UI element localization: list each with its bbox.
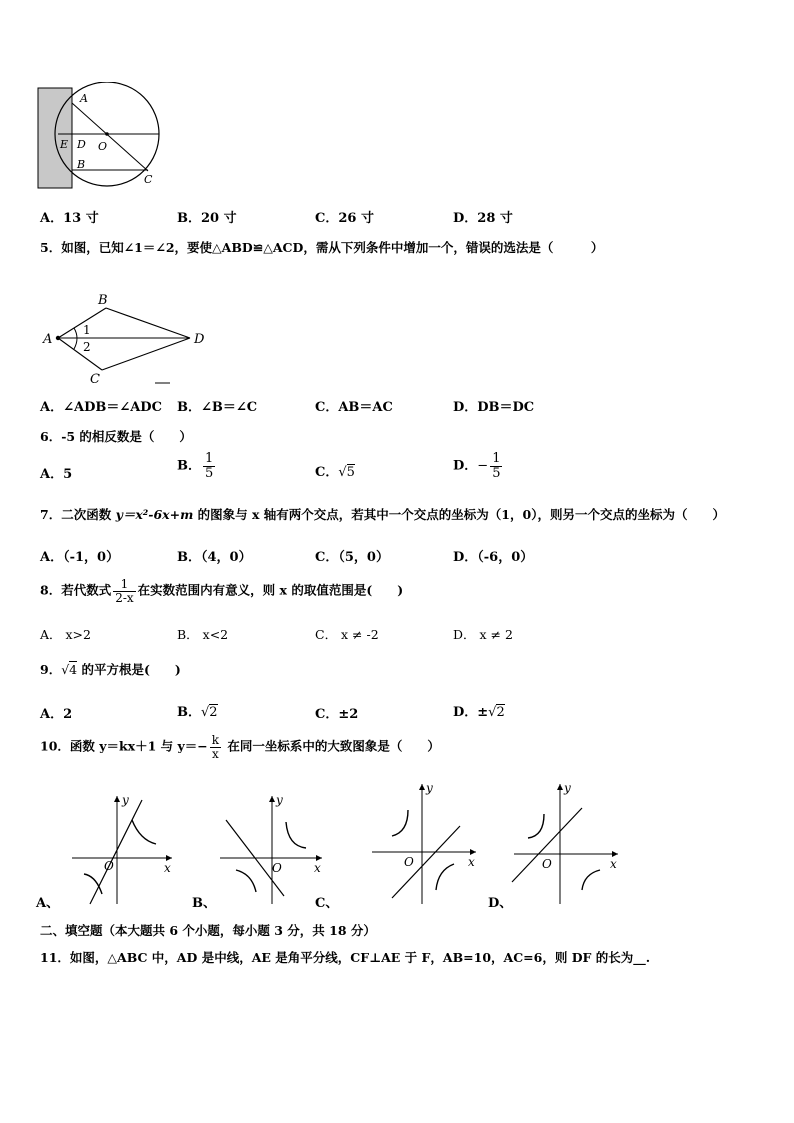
q6-option-c[interactable] bbox=[315, 461, 355, 480]
svg-text:x: x bbox=[610, 857, 617, 871]
svg-text:x: x bbox=[164, 861, 171, 875]
q6-option-d-label: D． bbox=[453, 458, 478, 474]
svg-text:y: y bbox=[276, 793, 283, 807]
sqrt-icon: √ bbox=[488, 705, 497, 720]
q5-option-b[interactable]: B．∠B＝∠C bbox=[177, 400, 258, 415]
q5-label-2: 2 bbox=[83, 340, 91, 354]
sqrt-icon: √ bbox=[61, 662, 70, 677]
q6-option-d[interactable]: D．− $\frac{1}{5}$ bbox=[453, 451, 501, 481]
q6-option-b-label: B． bbox=[177, 458, 201, 474]
q6-option-b[interactable] bbox=[177, 452, 217, 480]
q7-stem: 7．二次函数 y＝x²-6x+m 的图象与 x 轴有两个交点，若其中一个交点的坐标为（1，0），则另一个交点的坐标为（ ） bbox=[40, 507, 725, 522]
q4-option-b[interactable]: B．20 寸 bbox=[177, 211, 237, 226]
q5-figure bbox=[40, 288, 220, 386]
label-d: D bbox=[77, 138, 86, 151]
svg-text:y: y bbox=[426, 781, 433, 795]
q6-option-d-fraction: $\frac{1}{5}$ bbox=[492, 451, 501, 481]
q5-option-c[interactable]: C．AB＝AC bbox=[315, 400, 393, 415]
q7-option-c[interactable]: C．（5，0） bbox=[315, 550, 389, 565]
q10-graph-a[interactable] bbox=[68, 790, 178, 908]
q10-label-a[interactable]: A、 bbox=[36, 896, 60, 911]
q8-stem: 8．若代数式 $\frac{1}{2-x}$ 在实数范围内有意义，则 x 的取值范围是( ) bbox=[40, 577, 404, 605]
q5-label-c: C bbox=[90, 372, 100, 386]
q5-label-a: A bbox=[43, 332, 53, 347]
q10-stem: 10．函数 y＝kx＋1 与 y＝− $\frac{k}{x}$ 在同一坐标系中的大致图象是（ ） bbox=[40, 733, 440, 761]
q9-option-c[interactable]: C．±2 bbox=[315, 707, 359, 722]
q6-option-c-label: C． bbox=[315, 465, 339, 480]
q8-option-b[interactable]: B． x<2 bbox=[177, 627, 229, 642]
q7-function: y＝x²-6x+m bbox=[115, 507, 194, 522]
q6-stem: 6．-5 的相反数是（ ） bbox=[40, 429, 192, 444]
q6-option-a[interactable]: A．5 bbox=[40, 467, 73, 482]
q7-option-b[interactable]: B．（4，0） bbox=[177, 550, 252, 565]
svg-text:O: O bbox=[542, 857, 552, 871]
svg-text:O: O bbox=[272, 861, 282, 875]
sqrt-icon: √ bbox=[338, 465, 347, 480]
label-e: E bbox=[60, 138, 69, 151]
q8-fraction: $\frac{1}{2-x}$ bbox=[115, 577, 134, 605]
svg-text:y: y bbox=[122, 793, 129, 807]
q10-label-c[interactable]: C、 bbox=[315, 896, 339, 911]
q10-fraction: $\frac{k}{x}$ bbox=[211, 733, 220, 761]
q5-label-d: D bbox=[194, 332, 205, 347]
q9-radicand: 4 bbox=[69, 662, 78, 677]
svg-text:x: x bbox=[468, 855, 475, 869]
q4-figure bbox=[36, 82, 166, 192]
q4-option-c[interactable]: C．26 寸 bbox=[315, 211, 374, 226]
q9-option-d[interactable]: D．±√2 bbox=[453, 705, 505, 720]
q8-option-d[interactable]: D． x ≠ 2 bbox=[453, 627, 513, 642]
q8-option-c[interactable]: C． x ≠ -2 bbox=[315, 627, 379, 642]
q8-option-a[interactable]: A． x>2 bbox=[40, 627, 91, 642]
q5-label-1: 1 bbox=[83, 323, 91, 337]
svg-text:x: x bbox=[314, 861, 321, 875]
label-o: O bbox=[98, 140, 108, 153]
q9-option-b[interactable]: B．√2 bbox=[177, 705, 218, 720]
q5-label-b: B bbox=[98, 293, 108, 308]
svg-text:O: O bbox=[104, 859, 114, 873]
q9-option-a[interactable]: A．2 bbox=[40, 707, 73, 722]
center-dot bbox=[105, 132, 109, 136]
q10-label-d[interactable]: D、 bbox=[488, 896, 513, 911]
svg-text:y: y bbox=[564, 781, 571, 795]
label-b: B bbox=[77, 158, 86, 171]
label-c: C bbox=[144, 173, 153, 186]
q10-label-b[interactable]: B、 bbox=[192, 896, 216, 911]
q9-stem: 9．√4 的平方根是( ) bbox=[40, 662, 181, 677]
q10-graph-d[interactable] bbox=[510, 778, 626, 908]
q11-stem: 11．如图，△ABC 中，AD 是中线，AE 是角平分线，CF⊥AE 于 F，AB=10，AC=6，则 DF 的长为__. bbox=[40, 950, 651, 965]
q10-graph-c[interactable] bbox=[368, 778, 484, 908]
q7-option-a[interactable]: A．（-1，0） bbox=[40, 550, 120, 565]
q4-option-a[interactable]: A．13 寸 bbox=[40, 211, 99, 226]
sqrt-icon: √ bbox=[201, 705, 210, 720]
q6-option-b-fraction: $\frac{1}{5}$ bbox=[205, 451, 214, 481]
q7-option-d[interactable]: D．（-6，0） bbox=[453, 550, 534, 565]
q5-option-a[interactable]: A．∠ADB＝∠ADC bbox=[40, 400, 162, 415]
section2-title: 二、填空题（本大题共 6 个小题，每小题 3 分，共 18 分） bbox=[40, 923, 376, 938]
svg-text:O: O bbox=[404, 855, 414, 869]
q5-option-d[interactable]: D．DB＝DC bbox=[453, 400, 535, 415]
q6-option-c-radicand: 5 bbox=[346, 465, 355, 480]
q5-stem: 5．如图，已知∠1＝∠2，要使△ABD≌△ACD，需从下列条件中增加一个，错误的选法是（ ） bbox=[40, 240, 604, 255]
q4-option-d[interactable]: D．28 寸 bbox=[453, 211, 513, 226]
label-a: A bbox=[80, 92, 88, 105]
q10-graph-b[interactable] bbox=[216, 790, 328, 908]
